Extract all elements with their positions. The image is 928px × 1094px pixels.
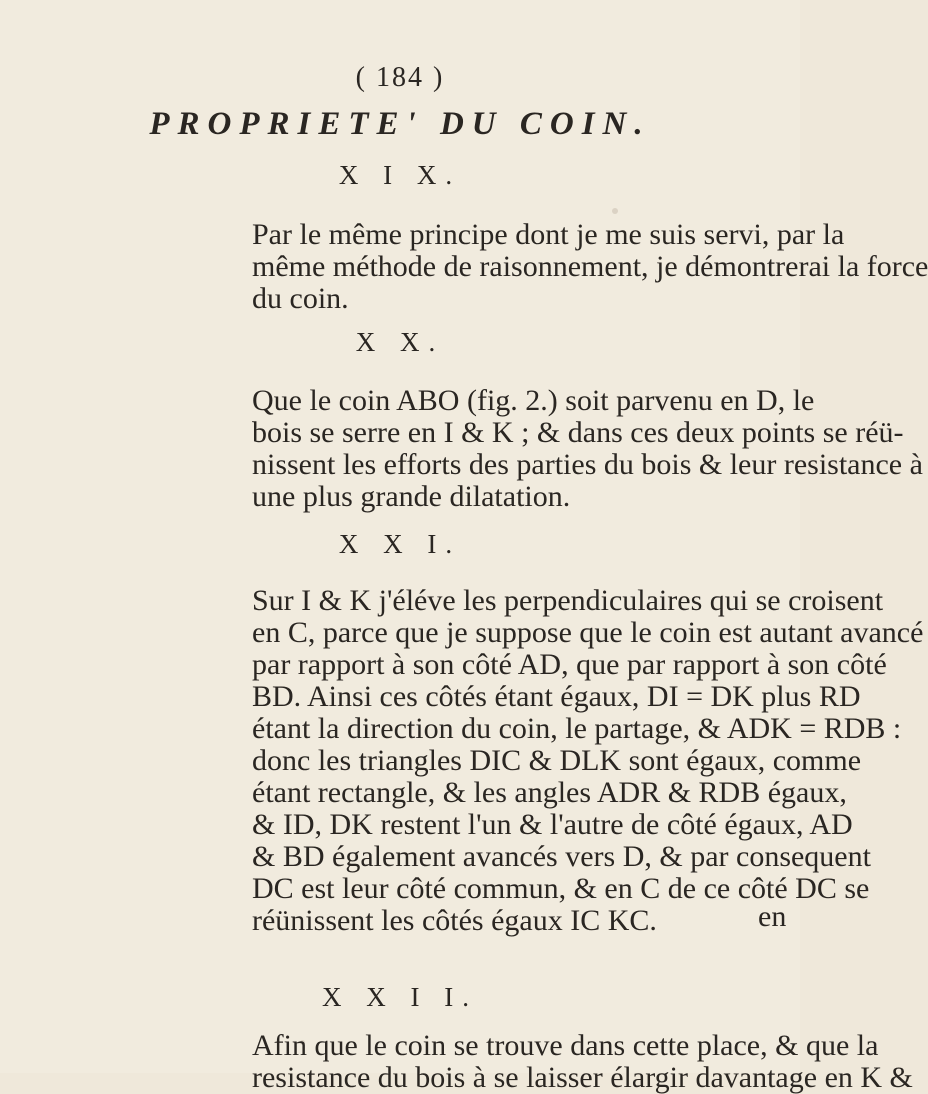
text-line: DC est leur côté commun, & en C de ce côté DC se [252,872,870,905]
text-line: Sur I & K j'éléve les perpendiculaires qui se croisent [252,584,884,617]
text-line: étant la direction du coin, le partage, & ADK = RDB : [252,712,902,745]
text-line: Par le même principe dont je me suis servi, par la [252,218,845,251]
text-line: étant rectangle, & les angles ADR & RDB égaux, [252,776,847,809]
section-numeral: X I X. [338,160,462,190]
text-line: nissent les efforts des parties du bois & leur resistance à [252,448,923,481]
catchword: en [758,900,787,933]
paragraph [252,218,928,315]
text-line: & BD également avancés vers D, & par consequent [252,840,871,873]
paper-stain [612,208,618,214]
text-line: bois se serre en I & K ; & dans ces deux points se réü- [252,416,904,449]
text-line: & ID, DK restent l'un & l'autre de côté égaux, AD [252,808,853,841]
text-line: par rapport à son côté AD, que par rapport à son côté [252,648,887,681]
paragraph [252,384,923,513]
text-line: en C, parce que je suppose que le coin est autant avancé [252,616,924,649]
page-number: ( 184 ) [355,62,445,93]
section-numeral: X X. [355,327,445,357]
text-line: donc les triangles DIC & DLK sont égaux, comme [252,744,862,777]
paragraph [252,584,924,937]
text-line: réünissent les côtés égaux IC KC. [252,904,657,937]
text-line: une plus grande dilatation. [252,480,571,513]
section-numeral: X X I. [338,529,462,559]
text-line: du coin. [252,282,349,315]
text-line: resistance du bois à se laisser élargir davantage en K & [252,1061,913,1094]
page-title: PROPRIETE' DU COIN. [149,106,651,142]
text-line: BD. Ainsi ces côtés étant égaux, DI = DK plus RD [252,680,861,713]
text-line: Que le coin ABO (fig. 2.) soit parvenu en D, le [252,384,815,417]
paragraph [252,1029,913,1094]
text-line: même méthode de raisonnement, je démontrerai la force [252,250,928,283]
text-line: Afin que le coin se trouve dans cette place, & que la [252,1029,879,1062]
section-numeral: X X I I. [322,982,478,1012]
